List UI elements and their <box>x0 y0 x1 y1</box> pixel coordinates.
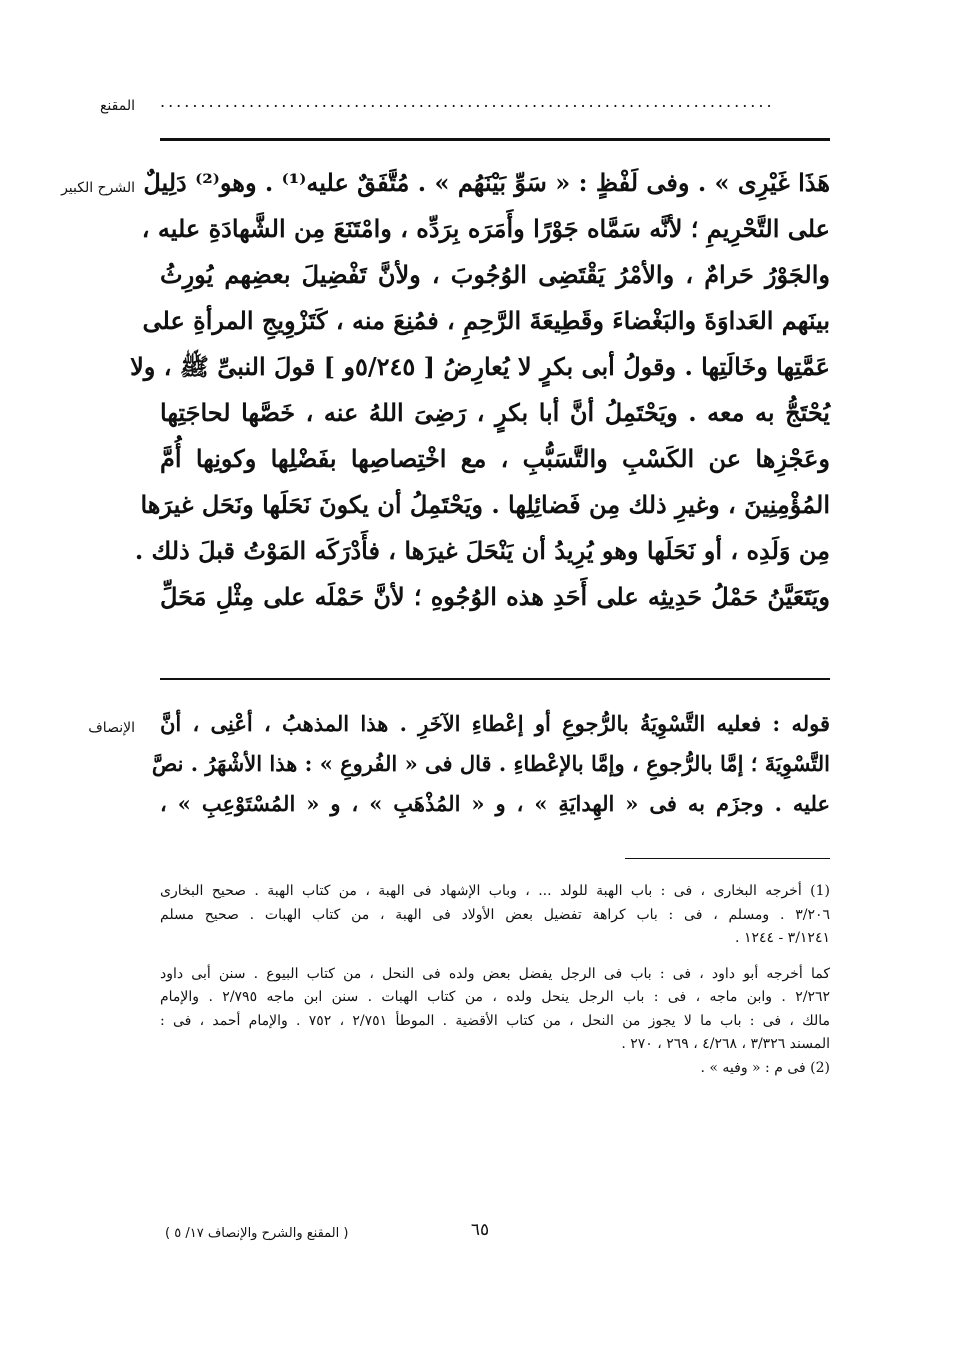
sharh-text <box>130 160 830 620</box>
footnote-line: ٣/٢٠٦ . ومسلم ، فى : باب كراهة تفضيل بعض الأولاد فى الهبة ، من كتاب الهبات . صحيح مسلم <box>160 906 830 923</box>
sharh-line: عَمَّتِها وخَالَتِها . وقولُ أبى بكرٍ لا يُعارِضُ [ ٥/٢٤٥و ] قولَ النبىِّ ﷺ ، ولا <box>130 352 830 381</box>
footnote-line: كما أخرجه أبو داود ، فى : باب فى الرجل يفضل بعض ولده فى النحل ، من كتاب البيوع . سنن أبى داود <box>160 965 830 982</box>
insaf-line: التَّسْوِيَةَ ؛ إمَّا بالرُّجوعِ ، وإمَّا بالإعْطاءِ . قال فى « الفُروعِ » : هذا الأشْهَرُ . نصَّ <box>151 751 830 776</box>
sharh-line: بينَهم العَداوَةَ والبَغْضاءَ وقَطِيعَةَ الرَّحِمِ ، فمُنِعَ منه ، كَتَزْوِيجِ المرأةِ على <box>142 306 830 335</box>
insaf-section-label: الإنصاف <box>88 720 135 736</box>
sharh-line: ويَتَعَيَّنُ حَمْلُ حَدِيثِه على أَحَدِ هذه الوُجُوهِ ؛ لأنَّ حَمْلَه على مِثْلِ مَحَلِّ <box>160 582 830 611</box>
insaf-line: عليه . وجزَم به فى « الهِدايَةِ » ، و « المُذْهَبِ » ، و « المُسْتَوْعِبِ » ، <box>160 791 830 816</box>
insaf-text <box>151 704 830 824</box>
sharh-line: هَذَا غَيْرِى » . وفى لَفْظٍ : « سَوِّ بَيْنَهُم » . مُتَّفَقٌ عليه⁽¹⁾ . وهو⁽²⁾ دَلِيلٌ <box>143 168 830 197</box>
footnote-rule <box>625 858 830 859</box>
section-divider <box>160 678 830 680</box>
page-number: ٦٥ <box>470 1220 490 1240</box>
footnote-line: المسند ٣/٣٢٦ ، ٤/٢٦٨ ، ٢٦٩ ، ٢٧٠ . <box>621 1036 830 1052</box>
running-head-label: المقنع <box>99 98 135 114</box>
header-rule <box>160 138 830 141</box>
sharh-line: مِن وَلَدِه ، أو نَحَلَها وهو يُرِيدُ أن يَنْحَلَ غيرَها ، فأَدْرَكَه المَوْتُ قبلَ ذلك . <box>134 536 830 565</box>
footnote-line: (1) أخرجه البخارى ، فى : باب الهبة للولد ... ، وباب الإشهاد فى الهبة ، من كتاب الهبة . صحيح البخارى <box>160 883 830 899</box>
footnote-line: ٢/٢٦٢ . وابن ماجه ، فى : باب الرجل ينحل ولده ، من كتاب الهبات . سنن ابن ماجه ٢/٧٩٥ . والإمام <box>160 989 831 1005</box>
volume-signature: ( المقنع والشرح والإنصاف ١٧/ ٥ ) <box>165 1226 349 1241</box>
footnotes <box>160 880 830 1080</box>
sharh-line: والجَوْرُ حَرامٌ ، والأمْرُ يَقْتَضِى الوُجُوبَ ، ولأنَّ تَفْضِيلَ بعضِهم يُورِثُ <box>160 260 830 289</box>
footnote-line: مالك ، فى : باب ما لا يجوز من النحل ، من كتاب الأقضية . الموطأ ٢/٧٥١ ، ٧٥٢ . والإمام أحمد ، فى : <box>160 1012 831 1029</box>
insaf-line: قوله : فعليه التَّسْوِيَةُ بالرُّجوعِ أو إعْطاءِ الآخَرِ . هذا المذهبُ ، أعْنِى ، أنَّ <box>160 711 830 736</box>
footnote-line: (2) فى م : « وفيه » . <box>700 1059 830 1076</box>
running-head-dots: ............................................................................ <box>160 92 775 111</box>
sharh-section-label: الشرح الكبير <box>61 180 135 196</box>
sharh-line: على التَّحْرِيمِ ؛ لأنَّه سَمَّاه جَوْرًا وأَمَرَه بِرَدِّه ، وامْتَنَعَ مِن الشَّهادَةِ عليه ، <box>141 214 830 243</box>
footnote-line: ٣/١٢٤١ - ١٢٤٤ . <box>735 930 830 946</box>
sharh-line: يُحْتَجُّ به معه . ويَحْتَمِلُ أنَّ أبا بكرٍ ، رَضِىَ اللهُ عنه ، خَصَّها لحاجَتِها <box>160 398 830 427</box>
sharh-line: المُؤْمِنِينَ ، وغيرِ ذلك مِن فَضائِلِها . ويَحْتَمِلُ أن يكونَ نَحَلَها ونَحَل غيرَها <box>140 490 830 519</box>
sharh-line: وعَجْزِها عن الكَسْبِ والتَّسَبُّبِ ، مع اخْتِصاصِها بفَضْلِها وكونِها أُمَّ <box>160 444 830 473</box>
